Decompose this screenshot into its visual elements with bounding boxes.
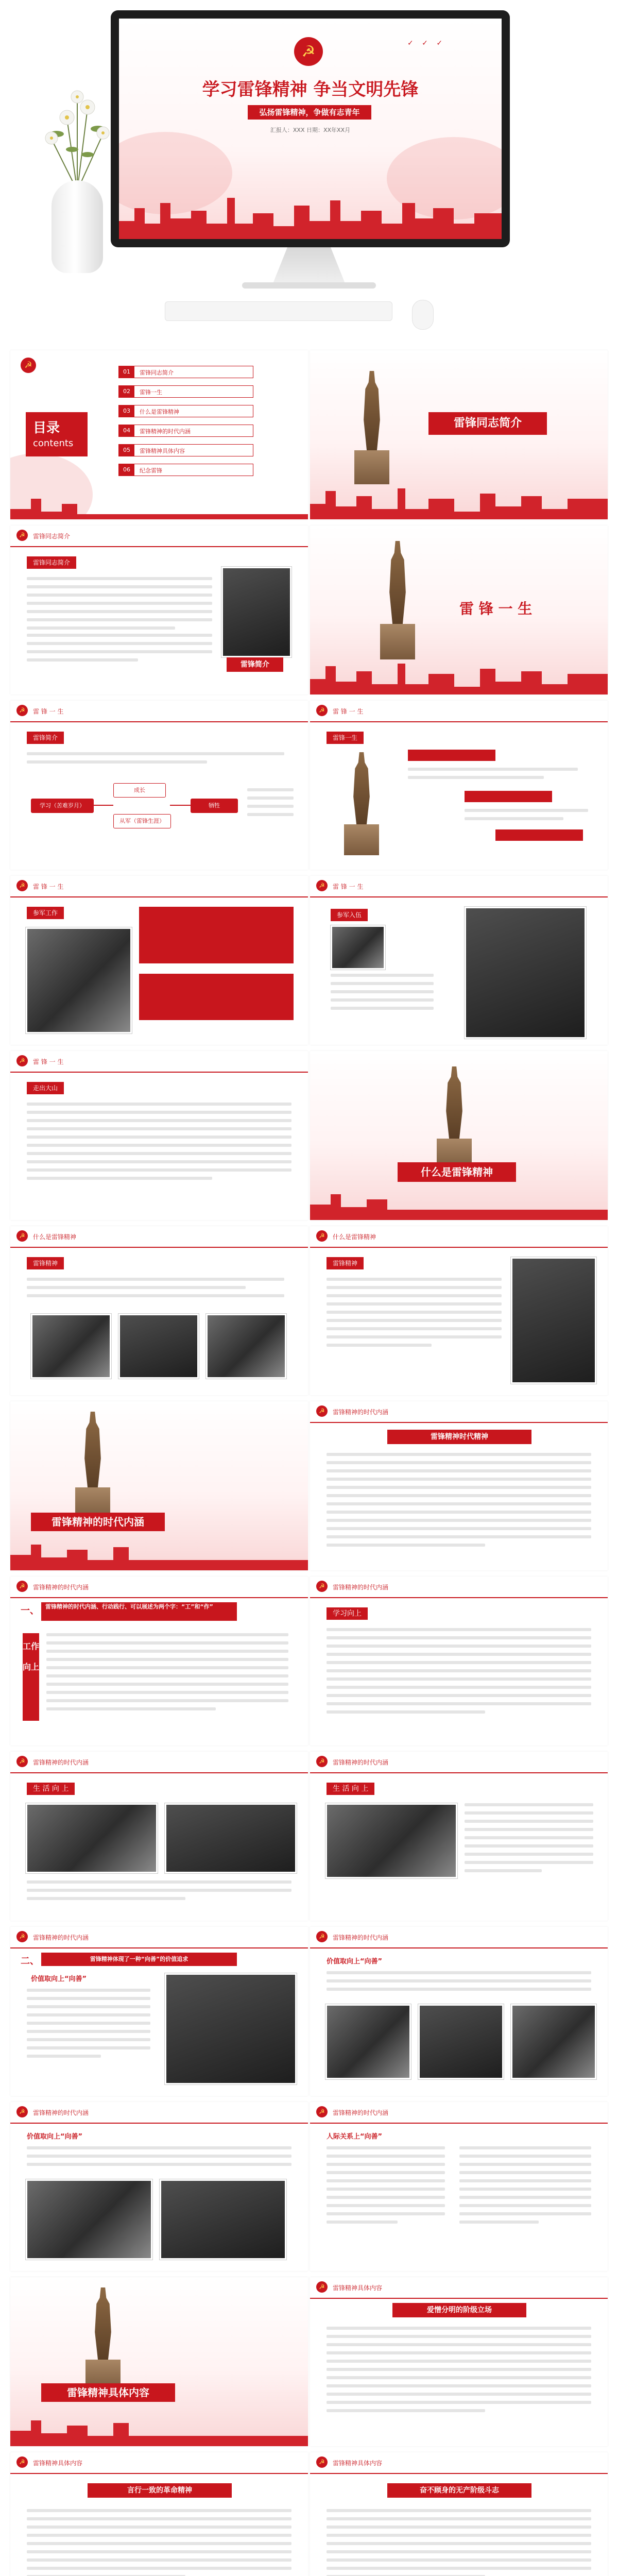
historic-photo (31, 1314, 111, 1379)
monitor-base (242, 282, 376, 289)
sub-heading: 价值取向上“向善” (31, 1975, 87, 1983)
section-tag: 走出大山 (27, 1082, 64, 1094)
slide-chapter-3 (310, 1051, 608, 1220)
historic-photo (325, 2004, 411, 2079)
sub-heading: 人际关系上“向善” (327, 2133, 383, 2141)
section-band: 爱憎分明的阶级立场 (392, 2303, 526, 2317)
timeline-marker (495, 829, 583, 841)
slide-intro (10, 526, 308, 694)
party-emblem-icon: ☭ (316, 880, 328, 891)
toc-item[interactable] (118, 464, 253, 476)
flow-box: 牺牲 (191, 799, 238, 813)
slide-relations (310, 2102, 608, 2271)
mouse (412, 300, 434, 330)
bird-icon: ✓ ✓ ✓ (407, 39, 446, 47)
body-text (327, 1628, 591, 1719)
historic-photo (26, 2179, 152, 2260)
chapter-title: 雷 锋 一 生 (459, 600, 533, 617)
toc-label: 纪念雷锋 (140, 467, 162, 474)
party-emblem-icon: ☭ (316, 1230, 328, 1242)
slide-life-2 (310, 1752, 608, 1921)
chapter-title: 雷锋同志简介 (428, 412, 547, 435)
slide-header: 雷锋精神的时代内涵 (333, 1934, 389, 1941)
toc-num: 02 (119, 386, 134, 397)
slide-header: 雷锋精神具体内容 (333, 2284, 383, 2292)
slide-header: 雷锋精神的时代内涵 (333, 1409, 389, 1416)
historic-photo (325, 1803, 457, 1878)
historic-photo (160, 2179, 286, 2260)
slide-header: 雷锋同志简介 (33, 533, 71, 540)
section-band: 言行一致的革命精神 (88, 2483, 232, 2498)
slide-chapter-4 (10, 1401, 308, 1570)
flower-icon (36, 77, 118, 191)
slide-header: 什么是雷锋精神 (33, 1233, 77, 1241)
sub-heading: 价值取向上“向善” (27, 2133, 83, 2141)
chapter-title: 雷锋精神的时代内涵 (31, 1513, 165, 1531)
toc-item[interactable] (118, 425, 253, 437)
party-emblem-icon: ☭ (316, 2106, 328, 2117)
toc-label: 雷锋精神的时代内涵 (140, 428, 191, 435)
historic-photo (206, 1314, 286, 1379)
slide-header: 雷锋精神的时代内涵 (33, 1759, 89, 1766)
party-emblem-icon: ☭ (316, 1581, 328, 1592)
portrait-photo (465, 907, 586, 1039)
slide-life-flow (10, 701, 308, 870)
timeline-marker (408, 750, 495, 761)
slide-virtue-2 (310, 1927, 608, 2096)
body-text (327, 2327, 591, 2417)
toc-label: 雷锋精神具体内容 (140, 448, 185, 454)
body-text (27, 634, 212, 667)
section-number: 二、 (21, 1956, 39, 1967)
body-text (331, 974, 434, 1015)
city-skyline (310, 1189, 608, 1220)
slide-chapter-1 (310, 350, 608, 519)
toc-label: 雷锋同志简介 (140, 369, 174, 376)
flow-arrow (93, 805, 113, 806)
section-tag: 生 活 向 上 (327, 1783, 374, 1795)
body-text (327, 1278, 502, 1352)
body-text (465, 1803, 593, 1877)
party-emblem-icon: ☭ (316, 2456, 328, 2468)
slide-header: 雷 锋 一 生 (333, 708, 364, 715)
section-tag: 学习向上 (327, 1607, 368, 1620)
toc-num: 03 (119, 405, 134, 417)
section-number: 一、 (21, 1605, 39, 1616)
party-emblem-icon: ☭ (21, 358, 36, 373)
party-emblem-icon: ☭ (16, 1931, 28, 1942)
section-tag: 参军入伍 (331, 909, 368, 921)
lead-box: 雷锋精神的时代内涵、行动践行、可以展述为两个字：“工”和“作” (41, 1602, 237, 1621)
statue-image (331, 752, 392, 855)
toc-item[interactable] (118, 366, 253, 378)
section-tag: 雷锋同志简介 (27, 556, 76, 569)
statue-image (367, 541, 428, 659)
historic-photo (511, 2004, 596, 2079)
section-tag: 雷锋精神 (27, 1257, 64, 1269)
party-emblem-icon: ☭ (294, 37, 323, 66)
city-skyline (310, 483, 608, 519)
city-skyline (10, 488, 308, 519)
body-text (408, 768, 578, 784)
party-emblem-icon: ☭ (316, 1931, 328, 1942)
slide-class-stand (310, 2277, 608, 2446)
toc-num: 01 (119, 366, 134, 378)
slide-header: 什么是雷锋精神 (333, 1233, 376, 1241)
sub-heading: 价值取向上“向善” (327, 1958, 383, 1965)
body-text (27, 2509, 291, 2576)
slide-header: 雷 锋 一 生 (33, 708, 64, 715)
city-skyline (10, 1539, 308, 1570)
slide-header: 雷锋精神的时代内涵 (33, 2109, 89, 2116)
portrait-photo (221, 567, 291, 657)
section-tag: 雷锋简介 (27, 732, 64, 744)
slide-header: 雷锋精神具体内容 (33, 2460, 83, 2467)
toc-label: 雷锋一生 (140, 389, 162, 396)
toc-item[interactable] (118, 385, 253, 398)
monitor (111, 10, 510, 247)
slide-consistent (10, 2452, 308, 2576)
toc-title-en: contents (33, 438, 74, 449)
body-text (247, 788, 294, 821)
party-emblem-icon: ☭ (316, 1756, 328, 1767)
body-text (27, 1989, 150, 2063)
slide-fearless (310, 2452, 608, 2576)
historic-photo (26, 927, 132, 1033)
body-text (327, 2146, 445, 2229)
toc-num: 06 (119, 464, 134, 476)
slide-toc (10, 350, 308, 519)
toc-item[interactable] (118, 405, 253, 417)
body-text (27, 2146, 291, 2171)
timeline-marker (465, 791, 552, 802)
body-text (27, 752, 284, 769)
slide-header: 雷锋精神的时代内涵 (33, 1934, 89, 1941)
slide-army (10, 876, 308, 1045)
slide-spirit-2 (310, 1226, 608, 1395)
historic-photo (418, 2004, 504, 2079)
body-text (27, 1278, 284, 1302)
photo-caption: 雷锋简介 (227, 657, 283, 672)
party-emblem-icon: ☭ (16, 530, 28, 541)
highlight-card (139, 907, 294, 963)
city-skyline (10, 2415, 308, 2446)
toc-label: 什么是雷锋精神 (140, 409, 179, 415)
body-text (27, 1880, 291, 1905)
slide-enlist (310, 876, 608, 1045)
party-emblem-icon: ☭ (16, 2456, 28, 2468)
toc-title: 目录 (33, 420, 60, 436)
toc-num: 04 (119, 425, 134, 436)
chapter-title: 雷锋精神具体内容 (41, 2383, 175, 2402)
body-text (27, 577, 212, 635)
historic-photo (118, 1314, 199, 1379)
section-tag: 雷锋精神 (327, 1257, 364, 1269)
toc-num: 05 (119, 445, 134, 456)
party-emblem-icon: ☭ (316, 1405, 328, 1417)
cover-subtitle: 弘扬雷锋精神，争做有志青年 (248, 105, 371, 120)
slide-header: 雷锋精神的时代内涵 (333, 1584, 389, 1591)
flower-vase (36, 77, 118, 273)
party-emblem-icon: ☭ (16, 1756, 28, 1767)
slide-virtue-1 (10, 1927, 308, 2096)
party-emblem-icon: ☭ (16, 880, 28, 891)
statue-image (423, 1066, 485, 1170)
party-emblem-icon: ☭ (16, 2106, 28, 2117)
keyboard (165, 301, 392, 321)
monitor-stand (273, 247, 345, 283)
toc-title-box (26, 412, 88, 456)
city-skyline (310, 658, 608, 694)
section-band: 奋不顾身的无产阶级斗志 (387, 2483, 531, 2498)
section-band: 雷锋精神时代精神 (387, 1430, 531, 1444)
flow-box: 成长 (113, 783, 166, 798)
party-emblem-icon: ☭ (316, 705, 328, 716)
party-emblem-icon: ☭ (16, 705, 28, 716)
party-emblem-icon: ☭ (16, 1055, 28, 1066)
historic-photo (165, 1973, 297, 2084)
slide-header: 雷锋精神具体内容 (333, 2460, 383, 2467)
section-tag: 雷锋一生 (327, 732, 364, 744)
lead-box: 雷锋精神体现了一种“向善”的价值追求 (41, 1953, 237, 1966)
slide-study (310, 1577, 608, 1745)
slide-life-timeline (310, 701, 608, 870)
body-text (327, 2509, 591, 2576)
body-text (327, 1971, 591, 1996)
portrait-photo (511, 1257, 596, 1384)
slide-work (10, 1577, 308, 1745)
cover-hero (0, 0, 618, 330)
slide-chapter-2 (310, 526, 608, 694)
body-text (27, 1103, 291, 1185)
party-emblem-icon: ☭ (316, 2281, 328, 2293)
slide-header: 雷 锋 一 生 (33, 883, 64, 890)
flow-box: 从军（雷锋生涯） (113, 814, 171, 828)
cover-title: 学习雷锋精神 争当文明先锋 (202, 79, 419, 100)
statue-image (72, 2287, 134, 2391)
party-emblem-icon: ☭ (16, 1581, 28, 1592)
statue-image (341, 371, 403, 484)
city-skyline (119, 193, 503, 239)
historic-photo (26, 1803, 158, 1873)
slide-mountain (10, 1051, 308, 1220)
slide-virtue-3 (10, 2102, 308, 2271)
portrait-photo (331, 925, 385, 970)
body-text (46, 1633, 288, 1716)
slide-header: 雷 锋 一 生 (333, 883, 364, 890)
cover-meta: 汇报人：XXX 日期：XX年XX月 (270, 127, 351, 133)
toc-item[interactable] (118, 444, 253, 456)
slide-header: 雷锋精神的时代内涵 (33, 1584, 89, 1591)
statue-image (62, 1412, 124, 1520)
side-label: 工作向上 (23, 1633, 39, 1721)
slide-header: 雷 锋 一 生 (33, 1058, 64, 1065)
slide-header: 雷锋精神的时代内涵 (333, 2109, 389, 2116)
slide-spirit-1 (10, 1226, 308, 1395)
chapter-title: 什么是雷锋精神 (398, 1162, 516, 1182)
section-tag: 参军工作 (27, 907, 64, 919)
slide-life-1 (10, 1752, 308, 1921)
highlight-card (139, 974, 294, 1020)
slide-header: 雷锋精神的时代内涵 (333, 1759, 389, 1766)
body-text (327, 1453, 591, 1552)
body-text (465, 809, 588, 825)
flow-arrow (170, 805, 191, 806)
body-text (459, 2146, 591, 2229)
section-tag: 生 活 向 上 (27, 1783, 75, 1795)
flow-box: 学习（苦难岁月） (31, 799, 94, 813)
party-emblem-icon: ☭ (16, 1230, 28, 1242)
slide-chapter-5 (10, 2277, 308, 2446)
slide-era (310, 1401, 608, 1570)
historic-photo (165, 1803, 297, 1873)
